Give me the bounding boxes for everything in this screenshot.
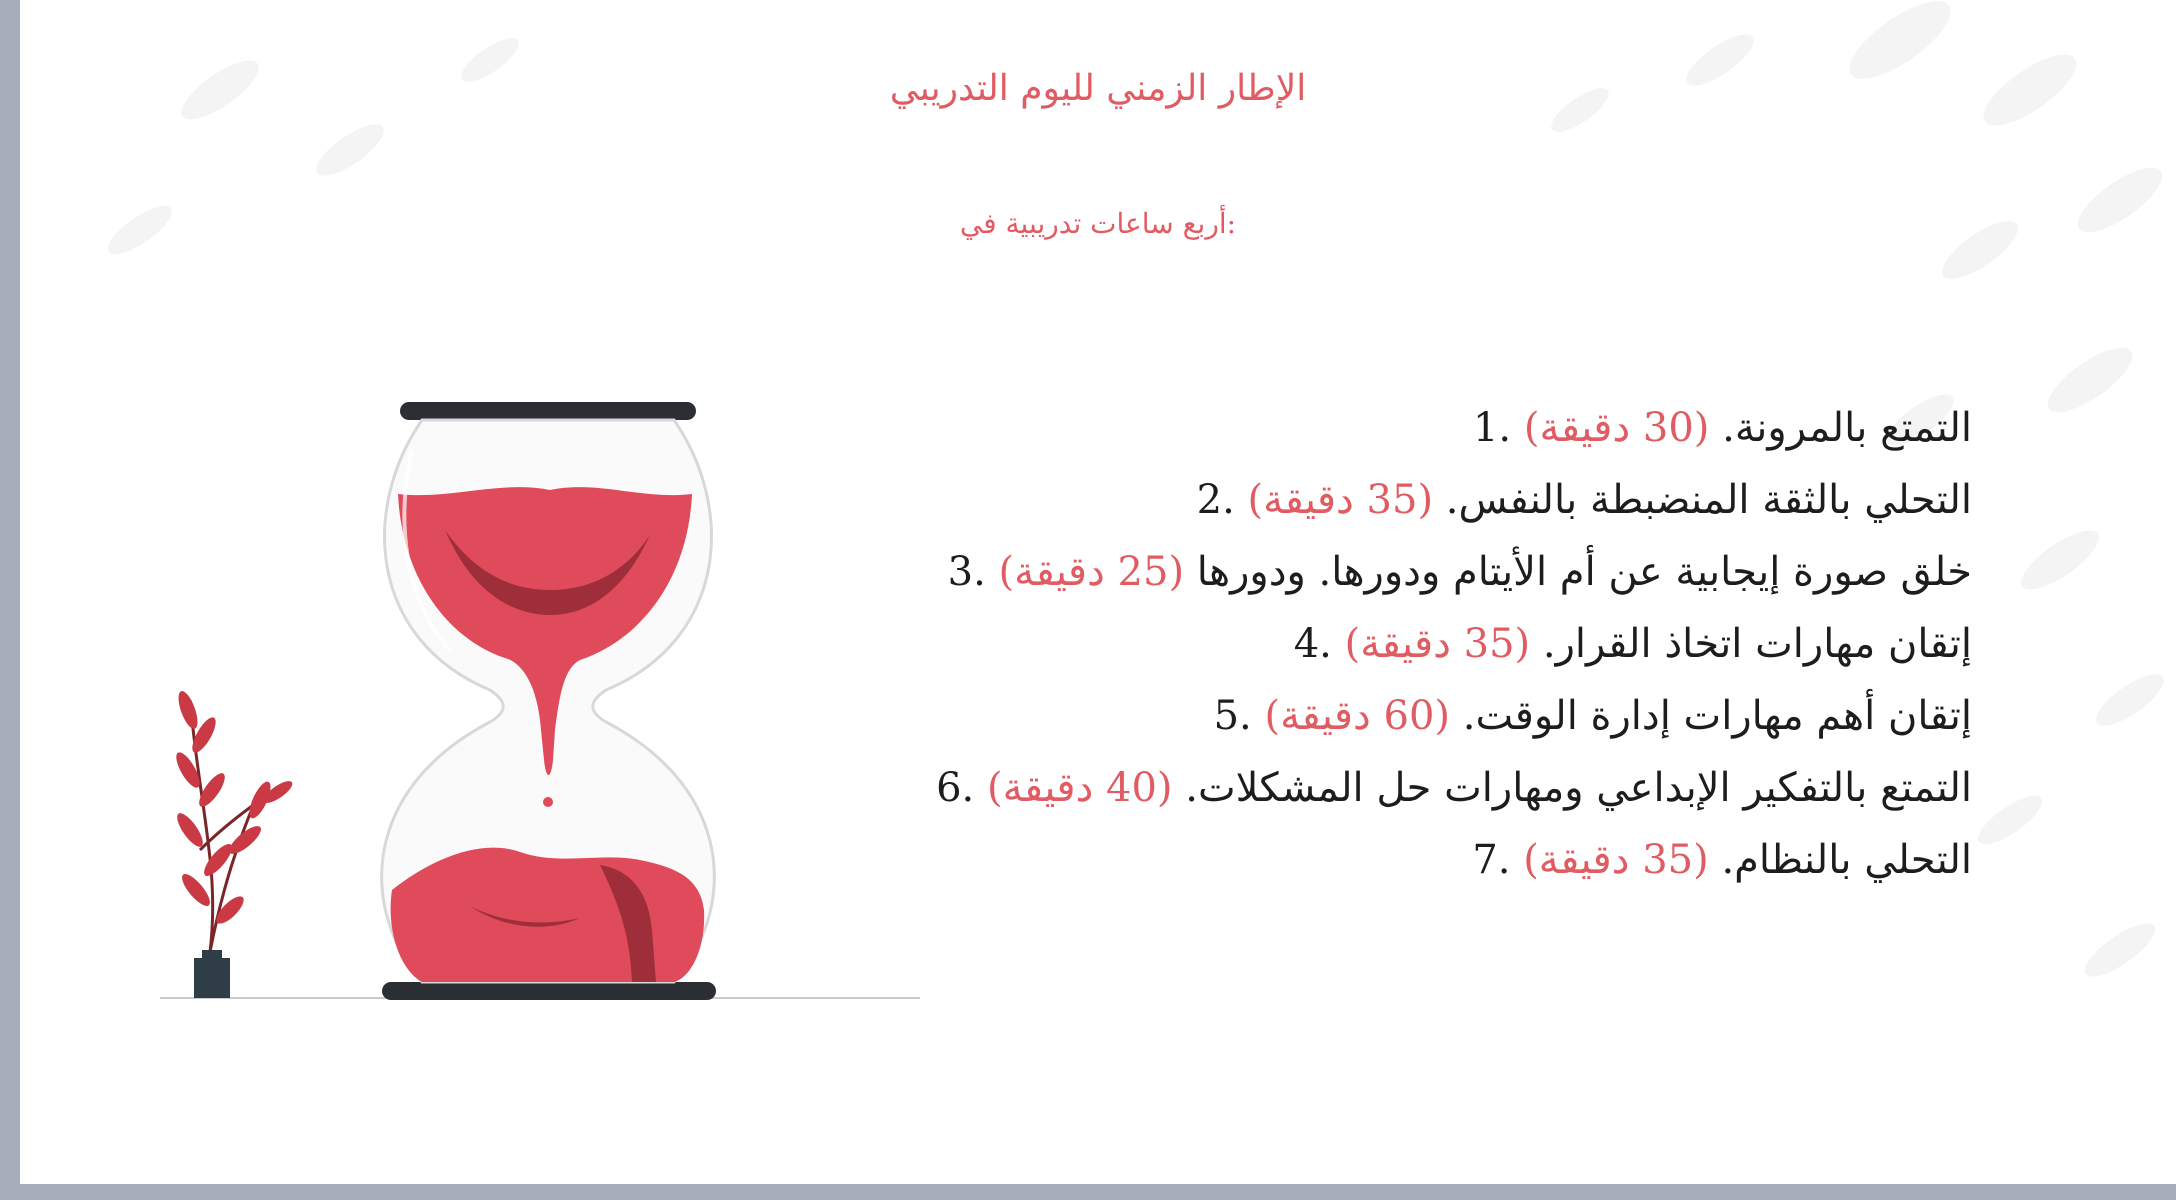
agenda-item bbox=[910, 680, 1972, 752]
agenda-item-duration: (25 دقيقة) bbox=[998, 549, 1185, 595]
agenda-item-text: إتقان أهم مهارات إدارة الوقت. bbox=[1462, 693, 1972, 739]
frame-left-border bbox=[0, 0, 20, 1200]
agenda-item-text: التحلي بالنظام. bbox=[1721, 837, 1972, 883]
agenda-item-number: .5 bbox=[1213, 693, 1265, 739]
hourglass-illustration bbox=[160, 390, 920, 1010]
agenda-item-number: .7 bbox=[1472, 837, 1524, 883]
slide bbox=[20, 0, 2176, 1184]
agenda-item bbox=[910, 536, 1972, 608]
agenda-item-number: .4 bbox=[1293, 621, 1345, 667]
agenda-item bbox=[910, 824, 1972, 896]
slide-title: الإطار الزمني لليوم التدريبي bbox=[889, 68, 1307, 109]
agenda-item-number: .3 bbox=[947, 549, 999, 595]
agenda-item-duration: (35 دقيقة) bbox=[1523, 837, 1709, 883]
agenda-item bbox=[910, 752, 1972, 824]
vase-icon bbox=[194, 950, 230, 998]
agenda-item-number: .6 bbox=[936, 765, 987, 811]
frame-bottom-border bbox=[0, 1184, 2176, 1200]
agenda-item-duration: (60 دقيقة) bbox=[1264, 693, 1451, 739]
agenda-item-text: إتقان مهارات اتخاذ القرار. bbox=[1542, 621, 1972, 667]
agenda-item-duration: (40 دقيقة) bbox=[986, 765, 1173, 811]
plant-icon bbox=[172, 689, 295, 952]
agenda-item-number: .1 bbox=[1472, 405, 1524, 451]
agenda-list bbox=[910, 392, 1972, 896]
agenda-item-text: خلق صورة إيجابية عن أم الأيتام ودورها. ودورها bbox=[1196, 549, 1972, 595]
agenda-item bbox=[910, 392, 1972, 464]
slide-subtitle: :أربع ساعات تدريبية في bbox=[959, 207, 1237, 240]
agenda-item-text: التمتع بالمرونة. bbox=[1722, 405, 1972, 451]
agenda-item-duration: (35 دقيقة) bbox=[1247, 477, 1434, 523]
agenda-item-text: التحلي بالثقة المنضبطة بالنفس. bbox=[1445, 477, 1972, 523]
agenda-item-number: .2 bbox=[1196, 477, 1248, 523]
hourglass-icon bbox=[382, 402, 716, 1000]
agenda-item-text: التمتع بالتفكير الإبداعي ومهارات حل المشكلات. bbox=[1185, 765, 1972, 811]
agenda-item-duration: (35 دقيقة) bbox=[1344, 621, 1531, 667]
agenda-item bbox=[910, 464, 1972, 536]
agenda-item-duration: (30 دقيقة) bbox=[1523, 405, 1710, 451]
agenda-item bbox=[910, 608, 1972, 680]
